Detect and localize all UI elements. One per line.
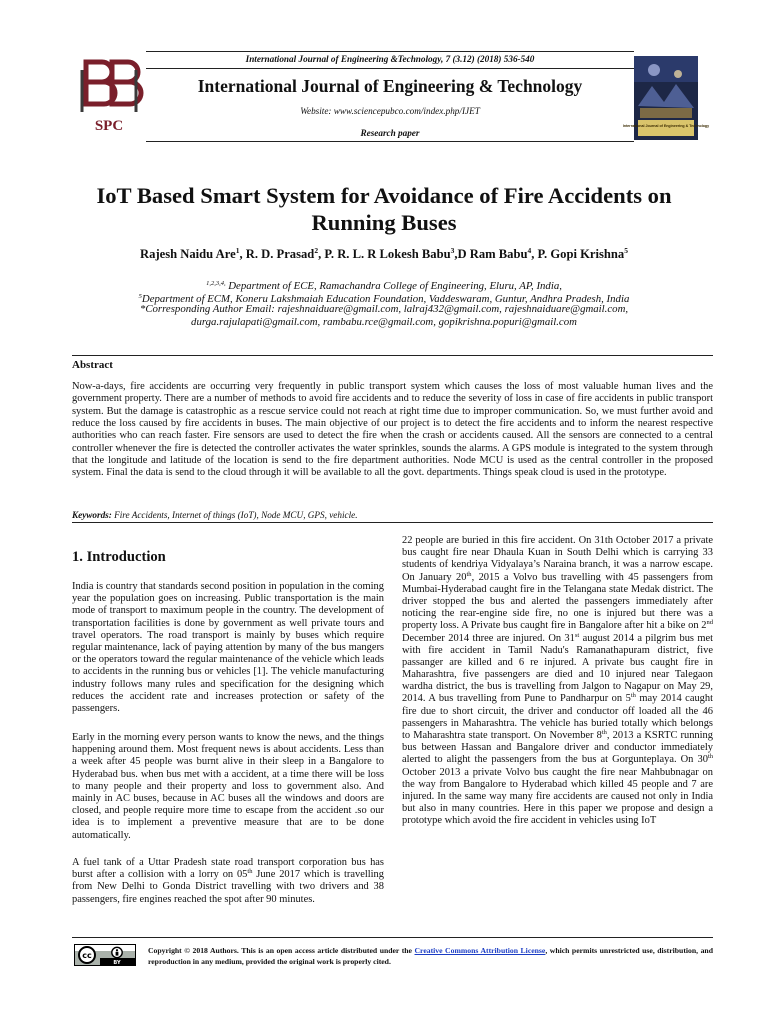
intro-right-column: 22 people are buried in this fire accident. On 31th October 2017 a private bus caught fire near Dhaula Kuan in South Delhi which is carrying 33 students of kendriya Vidyalaya’s Naraina branch, it was a narrow escape. On January 20th, 2015 a Volvo bus travelling with 45 passengers from Mumbai-Hyderabad caught fire in the Telangana state Medak district. The driver stopped the bus and alerted the passengers immediately after noticing the rear-engine side fire, no one is injured but there was a property loss. A Private bus caught fire in Bangalore after hit a bike on 2nd December 2014 three are injured. On 31st august 2014 a pilgrim bus met with fire accident in Tamil Nadu's Ramanathapuram district, five passanger are killed and 6 re injured. A private bus caught fire in Maharashtra, five passengers are died and 10 injured near Talegaon wardha district, the bus is travelling from Jalgon to Nagapur on May 29, 2014. A bus travelling from Pune to Pandharpur on 5th may 2014 caught fire due to short circuit, the driver and conductor off loaded all the 46 passengers in Maharashtra. The vehicle has buried totally which belongs to Maharashtra state transport. On November 8th, 2013 a KSRTC running bus between Hassan and Bangalore driver and conductor immediately alerted to alight the passengers from the bus at Gorgunteplaya. On 30th October 2013 a private Volvo bus caught the fire near Mahbubnagar on the way from Bangalore to Hyderabad which killed 45 people and 7 are injured. In the same way many fire accidents are caused not only in India but also in many countries. Here in this paper we propose and design a prototype which avoid the fire accident in vehicles using IoT: [402, 535, 714, 827]
abstract-rule-top: [72, 355, 713, 356]
affiliation-1: $^{1,2,3,4,}$ Department of ECE, Ramachandra College of Engineering, Eluru, AP, India,: [206, 280, 562, 292]
license-link[interactable]: Creative Commons Attribution License: [414, 946, 546, 955]
cc-badge-text: BY: [113, 960, 121, 966]
affiliation-2: $^5$Department of ECM, Koneru Lakshmaiah Education Foundation, Vaddeswaram, Guntur, Andhra Pradesh, India: [138, 293, 630, 305]
keywords-list: Fire Accidents, Internet of things (IoT), Node MCU, GPS, vehicle.: [111, 510, 358, 520]
journal-citation: International Journal of Engineering &Technology, 7 (3.12) (2018) 536-540: [245, 54, 535, 64]
intro-paragraph-3: A fuel tank of a Uttar Pradesh state road transport corporation bus has burst after a collision with a lorry on 05th June 2017 which is travelling from New Delhi to Gonda District travelling with two drivers and 38 passengers, fire engines reached the spot after 90 minutes.: [72, 857, 384, 905]
abstract-text: Now-a-days, fire accidents are occurring very frequently in public transport system which causes the loss of most valuable human lives and the government property. There are a number of methods to avoid fire accidents and to reduce the severity of loss in case of fire accidents in public transport system. But the damage is catastrophic as a rescue service could not reach at right time due to improper communication. So, we must further avoid and reduce the loss caused by fire accidents in buses. The main objective of our project is to detect the fire accidents and to inform the nearest respective authorities who can reach faster. Fire sensors are used to detect the fire when the crash or accidents caused. All the sensors are connected to a central controller whenever the fire is detected the controller activates the water sprinkles, sounds the alarms. A GPS module is integrated to the system through that the longitude and latitude of the location is send to the fire department authorities. Node MCU is used as the central controller in the proposed system. Final the data is send to the cloud through it will be available to all the govt. departments. Things speak cloud is used in the prototype.: [72, 381, 713, 479]
keywords-label: Keywords:: [72, 510, 112, 520]
author: D Ram Babu$^4$,: [457, 246, 538, 261]
corresponding-emails-cont: durga.rajulapati@gmail.com, rambabu.rce@gmail.com, gopikrishna.popuri@gmail.com: [191, 316, 577, 328]
section-heading-introduction: 1. Introduction: [72, 549, 166, 565]
intro-paragraph-2: Early in the morning every person wants to know the news, and the things happening around them. Most frequent news is about accidents. Less than a week after 45 people was burnt alive in their sleep in a Bangalore to Hyderabad bus. when bus met with a accident, at a time there will be loss to many people and their property and loss to government also. And mainly in AC buses, because in AC buses all the windows and doors are closed, and people require more time to escape from the accident .so our idea is to implement a preventive measure that are to be done automatically.: [72, 732, 384, 841]
author: P. Gopi Krishna$^5$: [537, 246, 628, 261]
paper-title-line2: Running Buses: [311, 210, 457, 235]
header-rule-top: [146, 51, 634, 52]
keywords: [72, 510, 713, 520]
article-type: Research paper: [360, 128, 420, 138]
journal-name: International Journal of Engineering & Technology: [197, 76, 583, 96]
author: P. R. L. R Lokesh Babu$^3$,: [324, 246, 458, 261]
publisher-logo: [72, 56, 146, 140]
creative-commons-icon[interactable]: [74, 944, 136, 966]
footer-rule: [72, 937, 713, 938]
paper-title-line1: IoT Based Smart System for Avoidance of Fire Accidents on: [96, 183, 672, 208]
corresponding-emails: *Corresponding Author Email: rajeshnaiduare@gmail.com, lalraj432@gmail.com, rajeshnaiduare@gmail.com,: [139, 303, 629, 315]
abstract-rule-bottom: [72, 522, 713, 523]
logo-text: SPC: [94, 118, 124, 134]
header-rule-mid: [146, 68, 634, 69]
copyright-notice: Copyright © 2018 Authors. This is an open access article distributed under the Creative Commons Attribution License, which permits unrestricted use, distribution, and reproduction in any medium, provided the original work is properly cited.: [148, 946, 713, 966]
cover-title: International Journal of Engineering & Technology: [622, 124, 710, 128]
abstract-heading: Abstract: [72, 359, 113, 371]
journal-website[interactable]: Website: www.sciencepubco.com/index.php/IJET: [300, 106, 480, 116]
author: R. D. Prasad$^2$,: [245, 246, 325, 261]
paper-title: [72, 182, 696, 236]
svg-text:cc: cc: [82, 951, 92, 961]
header-rule-bottom: [146, 141, 634, 142]
author-list: [72, 246, 696, 262]
journal-cover-image: [622, 56, 710, 140]
intro-paragraph-1: India is country that standards second position in population in the coming year the population goes on increasing. Public transportation is the main mode of transport to maximum people in the country. The development of transportation facilities is done by government as well private tours and travel operators. The road transport is mainly by buses which require regular maintenance, lack of paying attention by many of the bus mangers or the operators toward the regular maintenance of the vehicle which leads to accidents in the running bus or vehicles [1]. The vehicle manufacturing industry follows many rules and specification for the designing which reduces the accident rate and increases protection or safety of the passengers.: [72, 581, 384, 714]
author: Rajesh Naidu Are$^1$,: [140, 246, 246, 261]
